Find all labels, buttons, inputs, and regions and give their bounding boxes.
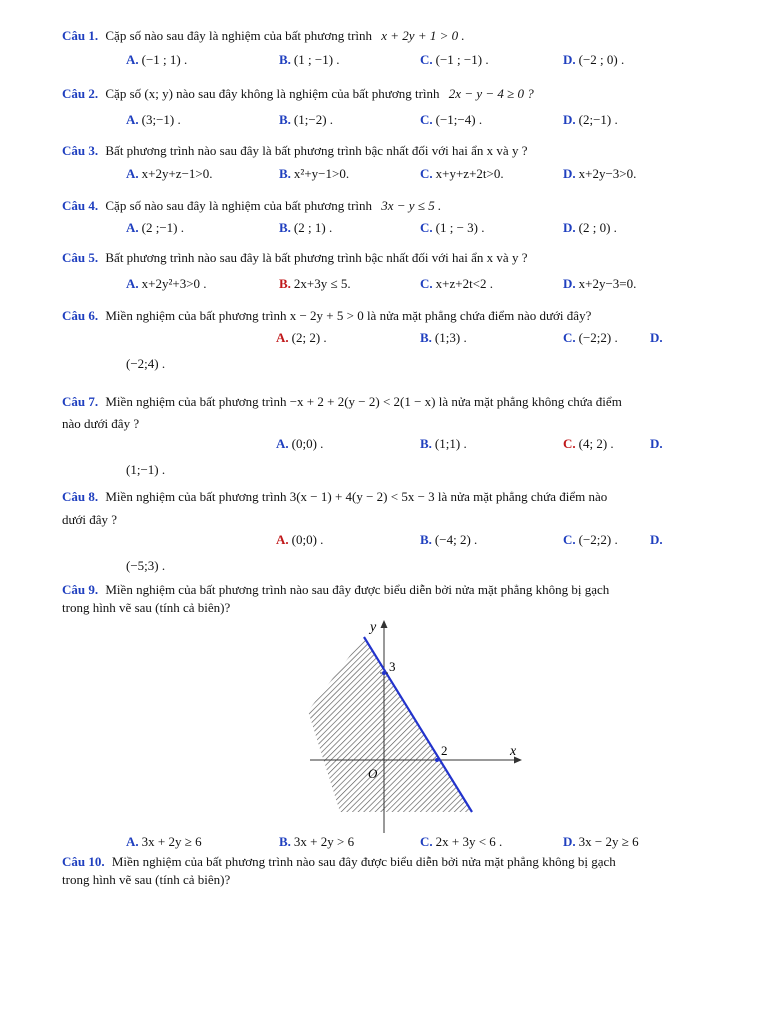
answer-b[interactable]: B. 2x+3y ≤ 5. xyxy=(279,276,351,291)
answer-b[interactable]: B. x²+y−1>0. xyxy=(279,166,350,181)
answer-d-value: (−5;3) . xyxy=(126,558,166,573)
answer-b[interactable]: B. (1;1) . xyxy=(420,436,467,451)
answer-c[interactable]: C. (−2;2) . xyxy=(563,330,618,345)
answer-a[interactable]: A. (0;0) . xyxy=(276,436,324,451)
answer-c[interactable]: C. (4; 2) . xyxy=(563,436,614,451)
answer-d-value: (1;−1) . xyxy=(126,462,166,477)
question-10-cont: trong hình vẽ sau (tính cả biên)? xyxy=(62,872,231,887)
answer-d-value: (−2;4) . xyxy=(126,356,166,371)
question-expr: x + 2y + 1 > 0 . xyxy=(381,28,465,43)
answer-d[interactable]: D. (−2 ; 0) . xyxy=(563,52,625,67)
answer-a[interactable]: A. (2; 2) . xyxy=(276,330,327,345)
x-intercept-label: 2 xyxy=(441,743,448,758)
answer-c[interactable]: C. (−1 ; −1) . xyxy=(420,52,489,67)
answer-d[interactable]: D. x+2y−3=0. xyxy=(563,276,637,291)
answer-a[interactable]: A. x+2y²+3>0 . xyxy=(126,276,207,291)
answer-a[interactable]: A. (−1 ; 1) . xyxy=(126,52,188,67)
answer-d[interactable]: D. (2 ; 0) . xyxy=(563,220,617,235)
question-6: Câu 6. Miền nghiệm của bất phương trình x − 2y + 5 > 0 là nửa mặt phẳng chứa điểm nào dưới đây? xyxy=(62,308,592,323)
question-9-cont: trong hình vẽ sau (tính cả biên)? xyxy=(62,600,231,615)
answer-c[interactable]: C. x+z+2t<2 . xyxy=(420,276,494,291)
y-axis-arrow xyxy=(381,620,388,628)
answer-c[interactable]: C. (−1;−4) . xyxy=(420,112,483,127)
question-7: Câu 7. Miền nghiệm của bất phương trình −x + 2 + 2(y − 2) < 2(1 − x) là nửa mặt phẳng không chứa điểm xyxy=(62,394,622,409)
y-intercept-point xyxy=(382,671,386,675)
answer-b[interactable]: B. (1 ; −1) . xyxy=(279,52,340,67)
answer-b[interactable]: B. (1;−2) . xyxy=(279,112,334,127)
x-intercept-point xyxy=(435,758,439,762)
question-8: Câu 8. Miền nghiệm của bất phương trình 3(x − 1) + 4(y − 2) < 5x − 3 là nửa mặt phẳng chứa điểm nào xyxy=(62,489,608,504)
answer-b[interactable]: B. 3x + 2y > 6 xyxy=(279,834,355,849)
answer-a[interactable]: A. 3x + 2y ≥ 6 xyxy=(126,834,202,849)
answer-c[interactable]: C. (−2;2) . xyxy=(563,532,618,547)
question-10: Câu 10. Miền nghiệm của bất phương trình nào sau đây được biểu diễn bởi nửa mặt phẳng không bị gạch xyxy=(62,854,616,869)
x-axis-label: x xyxy=(510,744,517,759)
answer-d[interactable]: D. xyxy=(650,436,663,451)
question-2: Câu 2. Cặp số (x; y) nào sau đây không là nghiệm của bất phương trình 2x − y − 4 ≥ 0 ? xyxy=(62,86,534,101)
answer-b[interactable]: B. (2 ; 1) . xyxy=(279,220,333,235)
question-8-cont: dưới đây ? xyxy=(62,512,118,527)
question-label: Câu 1. xyxy=(62,28,99,43)
half-plane-figure xyxy=(300,615,530,837)
answer-d[interactable]: D. xyxy=(650,532,663,547)
answer-c[interactable]: C. x+y+z+2t>0. xyxy=(420,166,504,181)
y-axis-label: y xyxy=(370,620,377,635)
answer-c[interactable]: C. 2x + 3y < 6 . xyxy=(420,834,503,849)
answer-b[interactable]: B. (−4; 2) . xyxy=(420,532,478,547)
answer-a[interactable]: A. (3;−1) . xyxy=(126,112,181,127)
answer-a[interactable]: A. (2 ;−1) . xyxy=(126,220,184,235)
y-intercept-label: 3 xyxy=(389,659,396,674)
question-1 xyxy=(62,28,465,44)
answer-d[interactable]: D. 3x − 2y ≥ 6 xyxy=(563,834,639,849)
question-3: Câu 3. Bất phương trình nào sau đây là bất phương trình bậc nhất đối với hai ẩn x và y ? xyxy=(62,143,528,158)
answer-a[interactable]: A. (0;0) . xyxy=(276,532,324,547)
question-4: Câu 4. Cặp số nào sau đây là nghiệm của bất phương trình 3x − y ≤ 5 . xyxy=(62,198,442,213)
answer-d[interactable]: D. xyxy=(650,330,663,345)
answer-d[interactable]: D. x+2y−3>0. xyxy=(563,166,637,181)
question-5: Câu 5. Bất phương trình nào sau đây là bất phương trình bậc nhất đối với hai ẩn x và y ? xyxy=(62,250,528,265)
question-7-cont: nào dưới đây ? xyxy=(62,416,140,431)
answer-a[interactable]: A. x+2y+z−1>0. xyxy=(126,166,213,181)
answer-d[interactable]: D. (2;−1) . xyxy=(563,112,618,127)
question-9: Câu 9. Miền nghiệm của bất phương trình nào sau đây được biểu diễn bởi nửa mặt phẳng không bị gạch xyxy=(62,582,610,597)
answer-c[interactable]: C. (1 ; − 3) . xyxy=(420,220,485,235)
question-text: Cặp số nào sau đây là nghiệm của bất phương trình xyxy=(105,28,373,43)
origin-label: O xyxy=(368,766,378,781)
answer-b[interactable]: B. (1;3) . xyxy=(420,330,467,345)
